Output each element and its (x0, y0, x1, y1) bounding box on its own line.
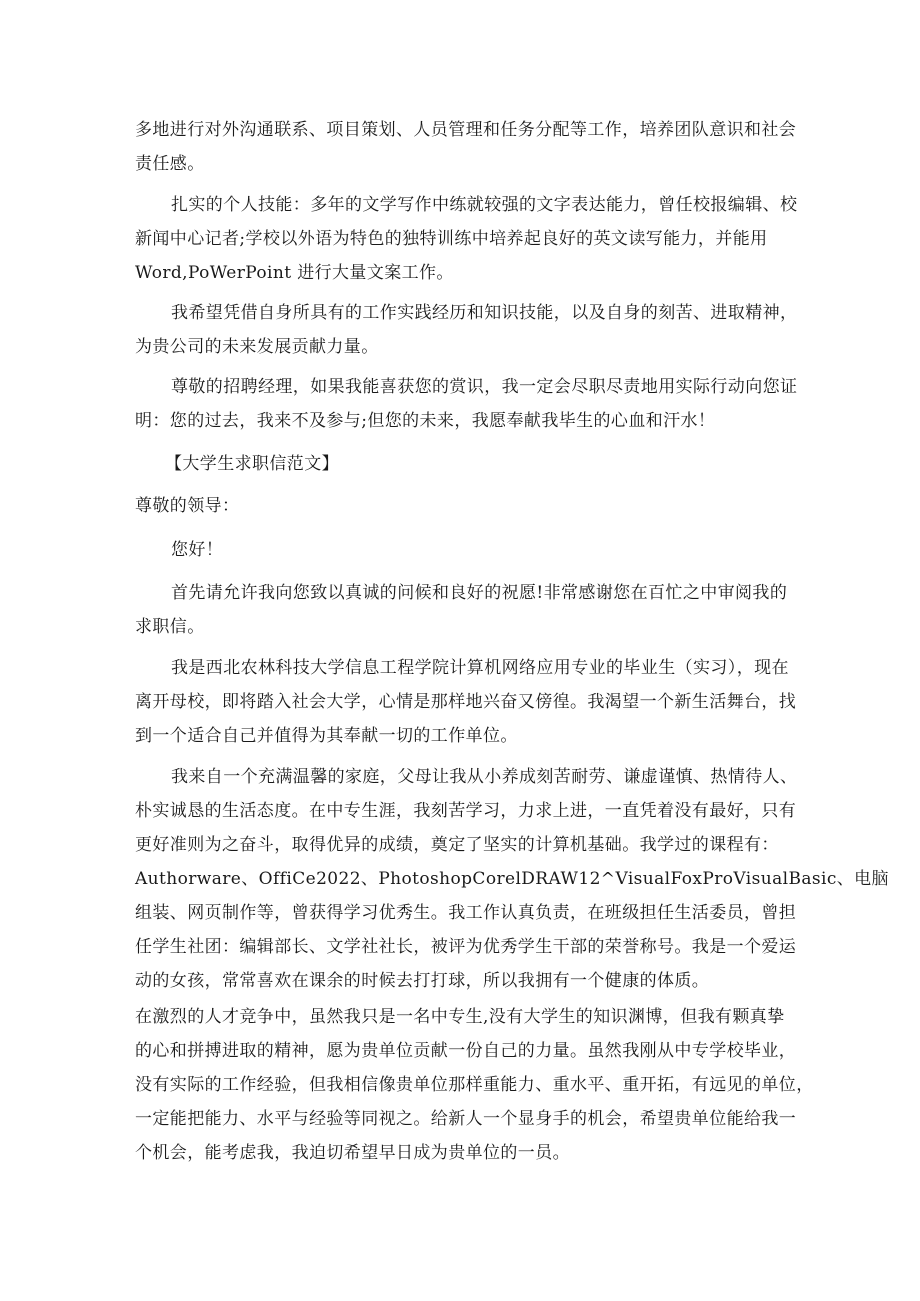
paragraph-skills (135, 188, 798, 290)
text-line: 朴实诚恳的生活态度。在中专生涯，我刻苦学习，力求上进，一直凭着没有最好，只有 (135, 801, 797, 821)
paragraph-hope (135, 296, 798, 364)
text-line: 明：您的过去，我来不及参与;但您的未来，我愿奉献我毕生的心血和汗水！ (135, 411, 716, 431)
text-line: 责任感。 (135, 154, 205, 174)
text-line: 个机会，能考虑我，我迫切希望早日成为贵单位的一员。 (135, 1143, 570, 1163)
text-line: 在激烈的人才竞争中，虽然我只是一名中专生,没有大学生的知识渊博，但我有颗真挚 (135, 1007, 785, 1027)
text-line: 的心和拼搏进取的精神，愿为贵单位贡献一份自己的力量。虽然我刚从中专学校毕业， (135, 1041, 797, 1061)
paragraph-intro (135, 651, 795, 753)
text-line: 首先请允许我向您致以真诚的问候和良好的祝愿!非常感谢您在百忙之中审阅我的 (171, 583, 788, 603)
text-line: 您好！ (171, 540, 224, 560)
text-line: 没有实际的工作经验，但我相信像贵单位那样重能力、重水平、重开拓，有远见的单位， (135, 1075, 814, 1095)
paragraph-closing (135, 370, 798, 438)
text-line: 一定能把能力、水平与经验等同视之。给新人一个显身手的机会，希望贵单位能给我一 (135, 1109, 797, 1129)
salutation (135, 489, 795, 523)
text-line: 到一个适合自己并值得为其奉献一切的工作单位。 (135, 726, 518, 746)
paragraph-background (135, 760, 889, 998)
text-line: 我希望凭借自身所具有的工作实践经历和知识技能，以及自身的刻苦、进取精神， (171, 303, 798, 323)
text-line: 多地进行对外沟通联系、项目策划、人员管理和任务分配等工作，培养团队意识和社会 (135, 120, 797, 140)
text-line: 我来自一个充满温馨的家庭，父母让我从小养成刻苦耐劳、谦虚谨慎、热情待人、 (171, 767, 798, 787)
heading-text: 【大学生求职信范文】 (165, 454, 339, 474)
paragraph-thanks (135, 576, 795, 644)
text-line: 任学生社团：编辑部长、文学社社长，被评为优秀学生干部的荣誉称号。我是一个爱运 (135, 937, 797, 957)
text-line: 尊敬的领导： (135, 496, 240, 516)
text-line: 离开母校，即将踏入社会大学，心情是那样地兴奋又傍徨。我渴望一个新生活舞台，找 (135, 692, 797, 712)
text-line: Authorware、OffiCe2022、PhotoshopCorelDRAW12^VisualFoxProVisualBasic、电脑 (135, 869, 889, 889)
paragraph-competition (135, 1000, 814, 1170)
text-line: 我是西北农林科技大学信息工程学院计算机网络应用专业的毕业生（实习），现在 (171, 658, 789, 678)
greeting (135, 533, 795, 567)
text-line: 动的女孩，常常喜欢在课余的时候去打打球，所以我拥有一个健康的体质。 (135, 971, 710, 991)
text-line: 为贵公司的未来发展贡献力量。 (135, 337, 379, 357)
text-line: Word,PoWerPoint 进行大量文案工作。 (135, 263, 454, 283)
text-line: 更好准则为之奋斗，取得优异的成绩，奠定了坚实的计算机基础。我学过的课程有： (135, 835, 779, 855)
paragraph-teamwork (135, 113, 795, 181)
text-line: 扎实的个人技能：多年的文学写作中练就较强的文字表达能力，曾任校报编辑、校 (171, 195, 798, 215)
text-line: 组装、网页制作等，曾获得学习优秀生。我工作认真负责，在班级担任生活委员，曾担 (135, 903, 797, 923)
text-line: 新闻中心记者;学校以外语为特色的独特训练中培养起良好的英文读写能力，并能用 (135, 229, 768, 249)
text-line: 求职信。 (135, 617, 205, 637)
section-heading (135, 447, 795, 481)
text-line: 尊敬的招聘经理，如果我能喜获您的赏识，我一定会尽职尽责地用实际行动向您证 (171, 377, 798, 397)
